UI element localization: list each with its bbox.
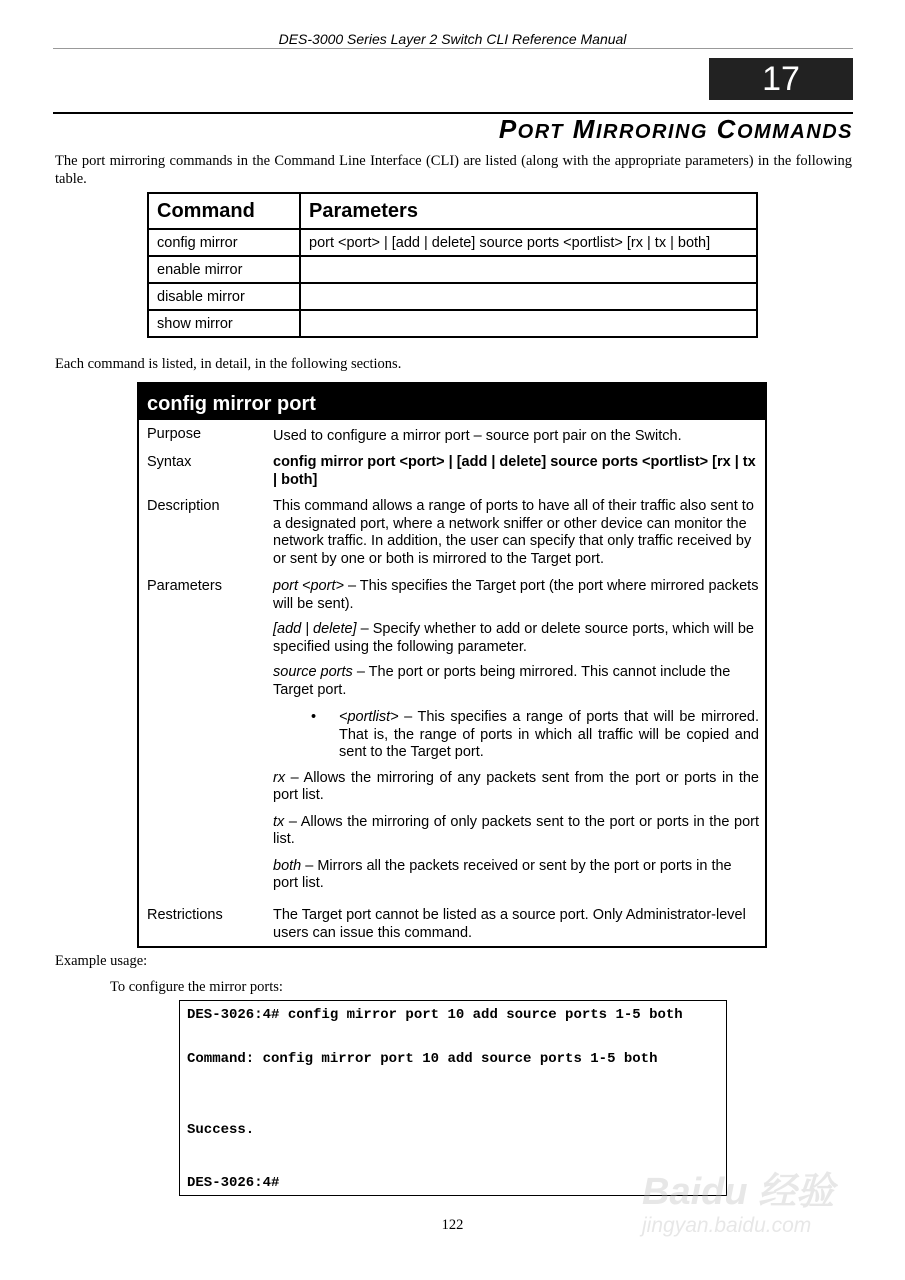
param-term: rx <box>273 769 286 786</box>
param-tx <box>273 814 759 849</box>
title-word-rest: ORT <box>517 121 565 143</box>
param-port <box>273 578 759 613</box>
param-desc: – The port or ports being mirrored. This cannot include the Target port. <box>273 664 731 698</box>
param-desc: – This specifies the Target port (the port where mirrored packets will be sent). <box>273 578 759 612</box>
param-desc: – This specifies a range of ports that will be mirrored. That is, the range of ports in which all traffic will be copied and sent to the Target port. <box>339 709 759 760</box>
code-line: DES-3026:4# <box>187 1175 280 1191</box>
param-rx <box>273 770 759 805</box>
command-detail-title: config mirror port <box>139 384 765 420</box>
running-header: DES-3000 Series Layer 2 Switch CLI Reference Manual <box>278 31 627 47</box>
parameters-cell <box>300 256 757 283</box>
code-line: Success. <box>187 1122 255 1138</box>
table-row <box>148 229 757 256</box>
parameters-label: Parameters <box>147 578 222 594</box>
command-cell: show mirror <box>148 310 300 337</box>
chapter-number: 17 <box>709 58 853 100</box>
title-word-rest: OMMANDS <box>736 121 853 143</box>
parameters-cell <box>300 283 757 310</box>
syntax-label: Syntax <box>147 454 192 470</box>
watermark-logo: Baidu 经验 <box>642 1171 835 1213</box>
title-word-initial: M <box>572 114 596 144</box>
param-portlist <box>273 709 759 762</box>
intro-paragraph: The port mirroring commands in the Command Line Interface (CLI) are listed (along with the appropriate parameters) in the following table. <box>55 153 852 187</box>
restrictions-label: Restrictions <box>147 907 223 923</box>
code-line: Command: config mirror port 10 add source ports 1-5 both <box>187 1051 658 1067</box>
param-both <box>273 858 759 893</box>
param-term: tx <box>273 813 285 830</box>
command-cell: config mirror <box>148 229 300 256</box>
description-text: This command allows a range of ports to have all of their traffic also sent to a designated port, where a network sniffer or other device can monitor the network traffic. In addition, the user can specify that only traffic received by or sent by one or both is mirrored to the Target port. <box>273 498 754 567</box>
description-label: Description <box>147 498 220 514</box>
example-label: Example usage: <box>55 953 148 969</box>
table-row <box>148 256 757 283</box>
example-sub-label: To configure the mirror ports: <box>110 979 283 995</box>
column-header-parameters: Parameters <box>300 193 757 229</box>
param-add-delete <box>273 621 759 656</box>
table-row <box>148 283 757 310</box>
code-line: DES-3026:4# config mirror port 10 add source ports 1-5 both <box>187 1007 683 1023</box>
command-detail-box <box>137 382 767 948</box>
param-desc: – Specify whether to add or delete source ports, which will be specified using the following parameter. <box>273 621 754 655</box>
param-term: both <box>273 857 302 874</box>
command-cell: enable mirror <box>148 256 300 283</box>
param-desc: – Mirrors all the packets received or sent by the port or ports in the port list. <box>273 857 732 891</box>
purpose-label: Purpose <box>147 426 202 442</box>
param-source-ports <box>273 664 759 699</box>
purpose-text: Used to configure a mirror port – source port pair on the Switch. <box>273 428 682 444</box>
param-term: source ports <box>273 664 353 680</box>
param-term: [add | delete] <box>273 621 357 637</box>
header-rule <box>53 48 853 49</box>
table-row <box>148 310 757 337</box>
parameters-cell <box>300 310 757 337</box>
param-term: <portlist> <box>339 709 399 725</box>
title-word-initial: C <box>716 114 737 144</box>
param-desc: – Allows the mirroring of only packets sent to the port or ports in the port list. <box>273 813 759 847</box>
chapter-title <box>499 114 853 145</box>
param-desc: – Allows the mirroring of any packets sent from the port or ports in the port list. <box>273 769 759 803</box>
command-cell: disable mirror <box>148 283 300 310</box>
syntax-text: config mirror port <port> | [add | delete] source ports <portlist> [rx | tx | both] <box>273 454 756 488</box>
table-header-row <box>148 193 757 229</box>
parameters-list <box>273 578 759 893</box>
title-word-initial: P <box>498 114 518 144</box>
bullet: • <box>311 709 317 725</box>
watermark <box>642 1142 852 1248</box>
param-term: port <port> <box>273 578 344 594</box>
command-summary-table <box>147 192 758 338</box>
sections-note: Each command is listed, in detail, in the following sections. <box>55 356 402 372</box>
parameters-cell: port <port> | [add | delete] source ports <portlist> [rx | tx | both] <box>300 229 757 256</box>
watermark-url: jingyan.baidu.com <box>642 1214 812 1237</box>
restrictions-text: The Target port cannot be listed as a source port. Only Administrator-level users can issue this command. <box>273 907 746 941</box>
column-header-command: Command <box>148 193 300 229</box>
page-number: 122 <box>441 1217 464 1233</box>
title-word-rest: IRRORING <box>595 121 708 143</box>
